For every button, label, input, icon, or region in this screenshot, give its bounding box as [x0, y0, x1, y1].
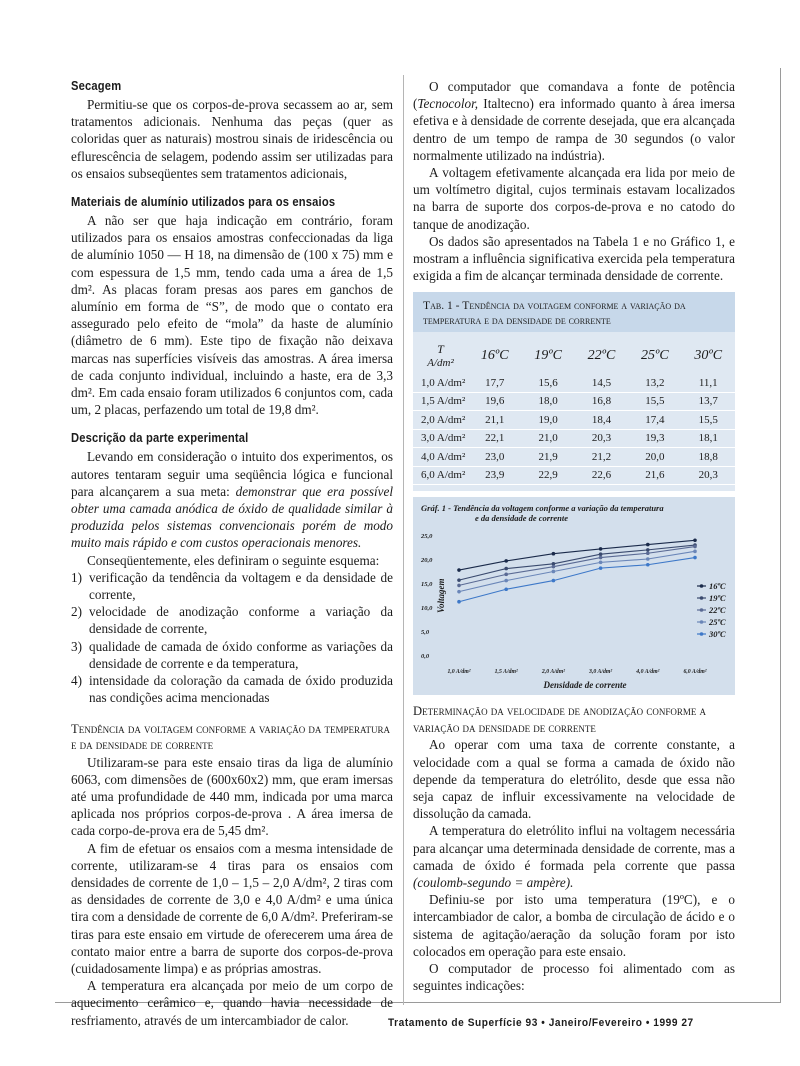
data-point [457, 579, 461, 583]
heading-materiais: Materiais de alumínio utilizados para os ensaios [71, 194, 336, 210]
legend-marker [700, 633, 704, 637]
paragraph-materiais: A não ser que haja indicação em contrário, foram utilizados para os ensaios amostras confeccionadas da liga de alumínio 1050 — H 18, na dimensão de (100 x 75) mm e com espessura de 1,5 mm, tendo cada uma a área de 1,5 dm². As placas foram presas aos pares em ganchos de alumínio em forma de “S”, de modo que o contato era assegurado pelo efeito de “mola” da haste de alumínio (diâmetro de 6 mm). Este tipo de fixação não deixava marcas nas superfícies visíveis das amostras. A área imersa de cada conjunto individual, incluindo a haste, era de 3,3 dm². Em cada ensaio foram utilizados 6 conjuntos com, cada um, 2 placas, perfazendo um total de 19,8 dm². [71, 213, 393, 418]
table-header: 22ºC [587, 348, 616, 364]
left-column [71, 78, 393, 1029]
data-point [504, 588, 508, 592]
data-point [599, 556, 603, 560]
data-point [646, 549, 650, 553]
table-row: 2,0 A/dm² 21,1 19,0 18,4 17,4 15,5 [413, 411, 735, 430]
table-row: 4,0 A/dm² 23,0 21,9 21,2 20,0 18,8 [413, 448, 735, 467]
table-row: 6,0 A/dm² 23,9 22,9 22,6 21,6 20,3 [413, 466, 735, 485]
paragraph-utilizaram: Utilizaram-se para este ensaio tiras da liga de alumínio 6063, com dimensões de (600x60x2) mm, que eram imersas até uma profundidade de 440 mm, indicada por uma marca aplicada nos próprios corpos-de-prova . A área imersa de cada corpo-de-prova era de 5,45 dm². [71, 754, 393, 839]
data-point [646, 563, 650, 567]
data-point [457, 569, 461, 573]
data-point [457, 590, 461, 594]
legend-marker [700, 609, 704, 613]
legend-label: 16ºC [709, 581, 726, 592]
paragraph-secagem: Permitiu-se que os corpos-de-prova secassem ao ar, sem tratamentos adicionais. Nenhuma das peças (quer as coloridas quer as naturais) mostrou sinais de iridescência ou eflurescência de selagem, podendo assim ser utilizadas para os ensaios subseqüentes sem tratamentos adicionais, [71, 97, 393, 181]
paragraph-computador: O computador que comandava a fonte de potência (Tecnocolor, Italtecno) era informado quanto à área imersa efetiva e à densidade de corrente desejada, que era alcançada dentro de um tempo de rampa de 30 segundos (o valor normalmente utilizado na indústria). [413, 79, 735, 163]
table-header: 19ºC [534, 348, 562, 364]
chart-svg [413, 497, 735, 695]
y-tick-label: 5,0 [421, 629, 430, 637]
data-point [693, 550, 697, 554]
table-corner: T A/dm² [427, 342, 454, 370]
data-point [504, 560, 508, 564]
table-header: 30ºC [694, 348, 723, 364]
data-point [457, 600, 461, 604]
legend-label: 19ºC [709, 593, 726, 604]
legend-marker [700, 597, 704, 601]
legend-label: 25ºC [709, 617, 726, 628]
data-point [552, 552, 556, 556]
paragraph-dados: Os dados são apresentados na Tabela 1 e no Gráfico 1, e mostram a influência significativa exercida pela temperatura exigida a fim de alcançar terminada densidade de corrente. [413, 233, 735, 284]
paragraph-consequentemente: Conseqüentemente, eles definiram o seguinte esquema: [87, 552, 380, 568]
paragraph-afim: A fim de efetuar os ensaios com a mesma intensidade de corrente, utilizaram-se 4 tiras para os ensaios com densidades de corrente de 1,0 – 1,5 – 2,0 A/dm², 2 tiras com as densidades de corrente de 3,0 e 4,0 A/dm² e uma única tira com a densidade de corrente de 6,0 A/dm². Preferiram-se tiras para este ensaio em virtude de oferecerem uma área de contato maior entre a barra de suporte dos corpos-de-prova (cuidadosamente limpa) e as próprias amostras. [71, 840, 393, 976]
y-tick-label: 25,0 [421, 533, 433, 541]
data-point [693, 556, 697, 560]
series-line [459, 541, 695, 571]
legend-label: 30ºC [709, 629, 726, 640]
data-point [552, 579, 556, 583]
heading-descricao: Descrição da parte experimental [71, 430, 249, 446]
list-item: 2) velocidade de anodização conforme a variação da densidade de corrente, [71, 604, 393, 637]
paragraph-voltagem: A voltagem efetivamente alcançada era lida por meio de um voltímetro digital, cujos terminais estavam localizados na barra de suporte dos corpos-de-prova e no catodo do tanque de anodização. [413, 165, 735, 232]
heading-secagem: Secagem [71, 78, 122, 93]
data-point [504, 573, 508, 577]
y-tick-label: 20,0 [421, 557, 433, 565]
x-tick-label: 1,5 A/dm² [494, 669, 518, 676]
descricao-text: Levando em consideração o intuito dos experimentos, os autores tentaram seguir uma seqüência lógica e funcional para alcançarem a sua meta: [71, 449, 393, 499]
data-point [693, 539, 697, 543]
series-line [459, 558, 695, 602]
list-item: 1) verificação da tendência da voltagem e da densidade de corrente, [71, 569, 393, 603]
heading-tendencia: Tendência da voltagem conforme a variação da temperatura e da densidade de corrente [71, 721, 391, 752]
paragraph-processo: O computador de processo foi alimentado com as seguintes indicações: [413, 961, 735, 994]
paragraph-definiu: Definiu-se por isto uma temperatura (19ºC), e o intercambiador de calor, a bomba de circulação de ácido e o sistema de agitação/aeração da solução foram por isto colocados em operação para este ensaio. [413, 892, 735, 959]
paragraph-eletrolito: A temperatura do eletrólito influi na voltagem necessária para alcançar uma determinada densidade de corrente, mas a camada de óxido é formada pela corrente que passa (coulomb-segundo = ampère). [413, 823, 735, 891]
data-point [599, 567, 603, 571]
y-tick-label: 10,0 [421, 605, 433, 613]
data-point [646, 552, 650, 556]
data-point [457, 584, 461, 588]
data-point [646, 543, 650, 547]
table-row: 1,5 A/dm² 19,6 18,0 16,8 15,5 13,7 [413, 392, 735, 411]
y-axis-label: Voltagem [436, 578, 446, 614]
legend-marker [700, 621, 704, 625]
data-point [693, 545, 697, 549]
list-item: 3) qualidade de camada de óxido conforme as variações da densidade de corrente e da temperatura, [71, 638, 393, 671]
column-divider [403, 75, 404, 1005]
y-tick-label: 15,0 [421, 581, 433, 589]
data-point [599, 548, 603, 552]
series-line [459, 547, 695, 586]
table-row: 1,0 A/dm² 17,7 15,6 14,5 13,2 11,1 [413, 374, 735, 392]
x-tick-label: 4,0 A/dm² [636, 669, 660, 676]
right-column [413, 78, 735, 994]
table-header: 25ºC [641, 348, 669, 364]
x-axis-label: Densidade de corrente [543, 680, 627, 691]
table-row: 3,0 A/dm² 22,1 21,0 20,3 19,3 18,1 [413, 429, 735, 448]
x-tick-label: 6,0 A/dm² [683, 669, 707, 676]
table-caption: Tab. 1 - Tendência da voltagem conforme a variação da temperatura e da densidade de corrente [413, 292, 735, 332]
voltage-table [413, 338, 735, 485]
data-point [504, 567, 508, 571]
data-point [504, 579, 508, 583]
descricao-meta: demonstrar que era possível obter uma camada anódica de óxido de qualidade similar à produzida pelos sistemas convencionais porém de modo muito mais rápido e com custos operacionais menores. [71, 483, 393, 551]
data-point [646, 558, 650, 562]
table-header: 16ºC [480, 348, 509, 364]
data-point [552, 565, 556, 569]
paragraph-operar: Ao operar com uma taxa de corrente constante, a velocidade com a qual se forma a camada de óxido não depende da temperatura do eletrólito, desde que essa não seja capaz de influir excessivamente na velocidade de dissolução da camada. [413, 737, 735, 822]
page-footer: Tratamento de Superfície 93 • Janeiro/Fevereiro • 1999 27 [388, 1017, 694, 1029]
list-item: 4) intensidade da coloração da camada de óxido produzida nas condições acima mencionadas [71, 673, 393, 706]
data-point [599, 561, 603, 565]
scheme-list [71, 569, 393, 707]
data-point [599, 553, 603, 557]
y-tick-label: 0,0 [421, 653, 430, 661]
paragraph-temperatura: A temperatura era alcançada por meio de um corpo de aquecimento cerâmico e, quando havia necessidade de resfriamento, através de um intercambiador de calor. [71, 978, 393, 1028]
heading-determinacao: Determinação da velocidade de anodização conforme a variação da densidade de corrente [413, 704, 706, 735]
x-tick-label: 2,0 A/dm² [541, 669, 565, 676]
chart-title: Gráf. 1 - Tendência da voltagem conforme a variação da temperatura e da densidade de corrente [421, 503, 664, 524]
legend-marker [700, 585, 704, 589]
x-tick-label: 1,0 A/dm² [447, 669, 471, 676]
data-point [552, 570, 556, 574]
x-tick-label: 3,0 A/dm² [589, 669, 613, 676]
chart-1 [413, 497, 735, 695]
legend-label: 22ºC [709, 605, 726, 616]
paragraph-descricao [71, 448, 393, 551]
table-1 [413, 292, 735, 491]
